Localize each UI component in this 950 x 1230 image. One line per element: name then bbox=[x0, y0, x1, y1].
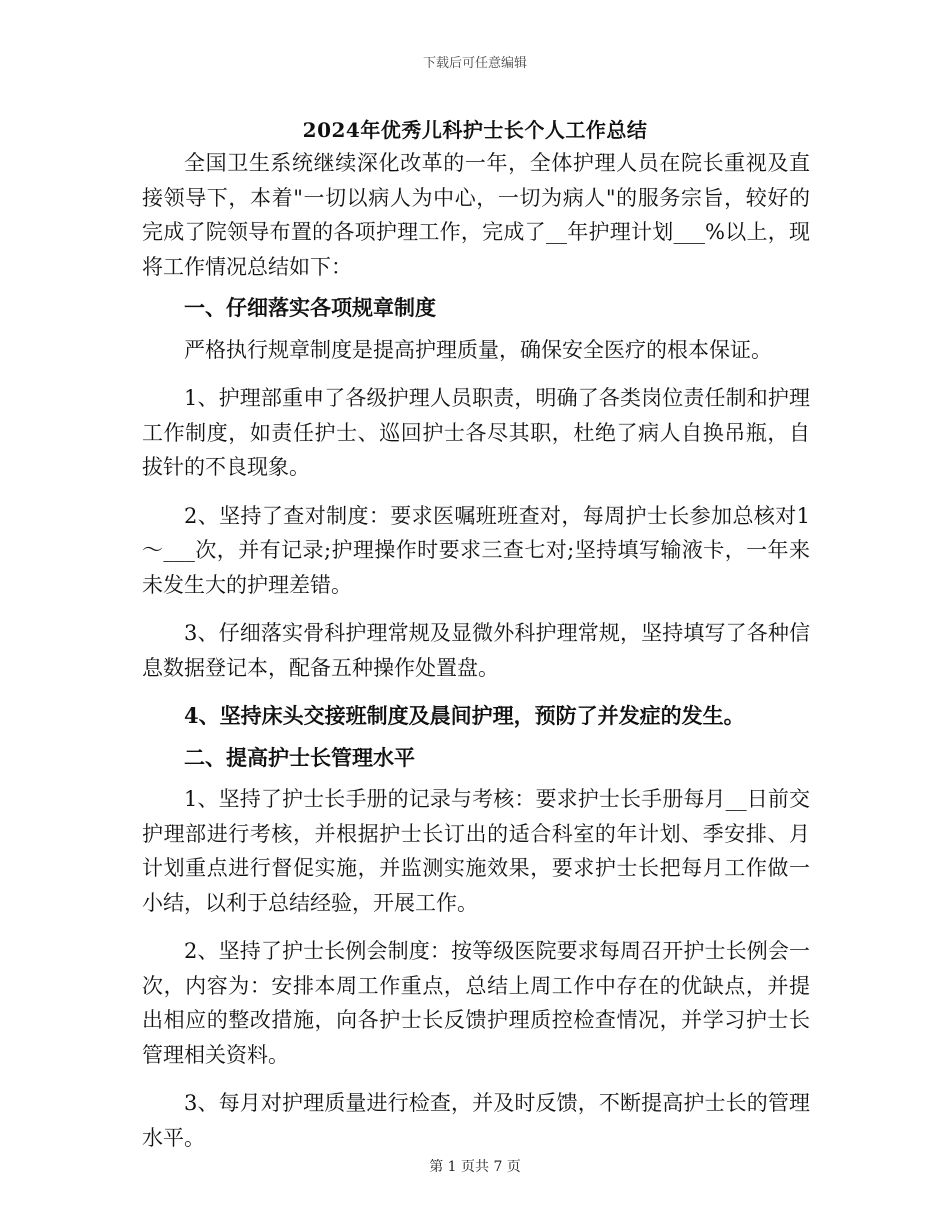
section-1-item-1: 1、护理部重申了各级护理人员职责，明确了各类岗位责任制和护理工作制度，如责任护士、巡回护士各尽其职，杜绝了病人自换吊瓶，自拔针的不良现象。 bbox=[142, 386, 810, 479]
section-2-item-2: 2、坚持了护士长例会制度：按等级医院要求每周召开护士长例会一次，内容为：安排本周工作重点，总结上周工作中存在的优缺点，并提出相应的整改措施，向各护士长反馈护理质控检查情况，并学习护士长管理相关资料。 bbox=[142, 939, 810, 1067]
section-1-item-3: 3、仔细落实骨科护理常规及显微外科护理常规，坚持填写了各种信息数据登记本，配备五种操作处置盘。 bbox=[142, 621, 810, 680]
section-heading-2: 二、提高护士长管理水平 bbox=[184, 744, 415, 770]
page-number: 第 1 页共 7 页 bbox=[429, 1159, 521, 1175]
section-1-item-2: 2、坚持了查对制度：要求医嘱班班查对，每周护士长参加总核对1～___次，并有记录;护理操作时要求三查七对;坚持填写输液卡，一年来未发生大的护理差错。 bbox=[142, 503, 810, 597]
section-2-item-3: 3、每月对护理质量进行检查，并及时反馈，不断提高护士长的管理水平。 bbox=[142, 1091, 810, 1150]
document-title: 2024年优秀儿科护士长个人工作总结 bbox=[302, 118, 648, 142]
document-body bbox=[142, 146, 810, 1169]
section-1-lead: 严格执行规章制度是提高护理质量，确保安全医疗的根本保证。 bbox=[184, 337, 772, 362]
section-2-item-1: 1、坚持了护士长手册的记录与考核：要求护士长手册每月__日前交护理部进行考核，并根据护士长订出的适合科室的年计划、季安排、月计划重点进行督促实施，并监测实施效果，要求护士长把每月工作做一小结，以利于总结经验，开展工作。 bbox=[142, 787, 810, 915]
section-1-item-4: 4、坚持床头交接班制度及晨间护理，预防了并发症的发生。 bbox=[184, 703, 745, 728]
section-heading-1: 一、仔细落实各项规章制度 bbox=[184, 295, 436, 320]
intro-paragraph: 全国卫生系统继续深化改革的一年，全体护理人员在院长重视及直接领导下，本着"一切以病人为中心，一切为病人"的服务宗旨，较好的完成了院领导布置的各项护理工作，完成了__年护理计划___%以上，现将工作情况总结如下： bbox=[142, 151, 810, 279]
page-header-note: 下载后可任意编辑 bbox=[422, 56, 527, 71]
